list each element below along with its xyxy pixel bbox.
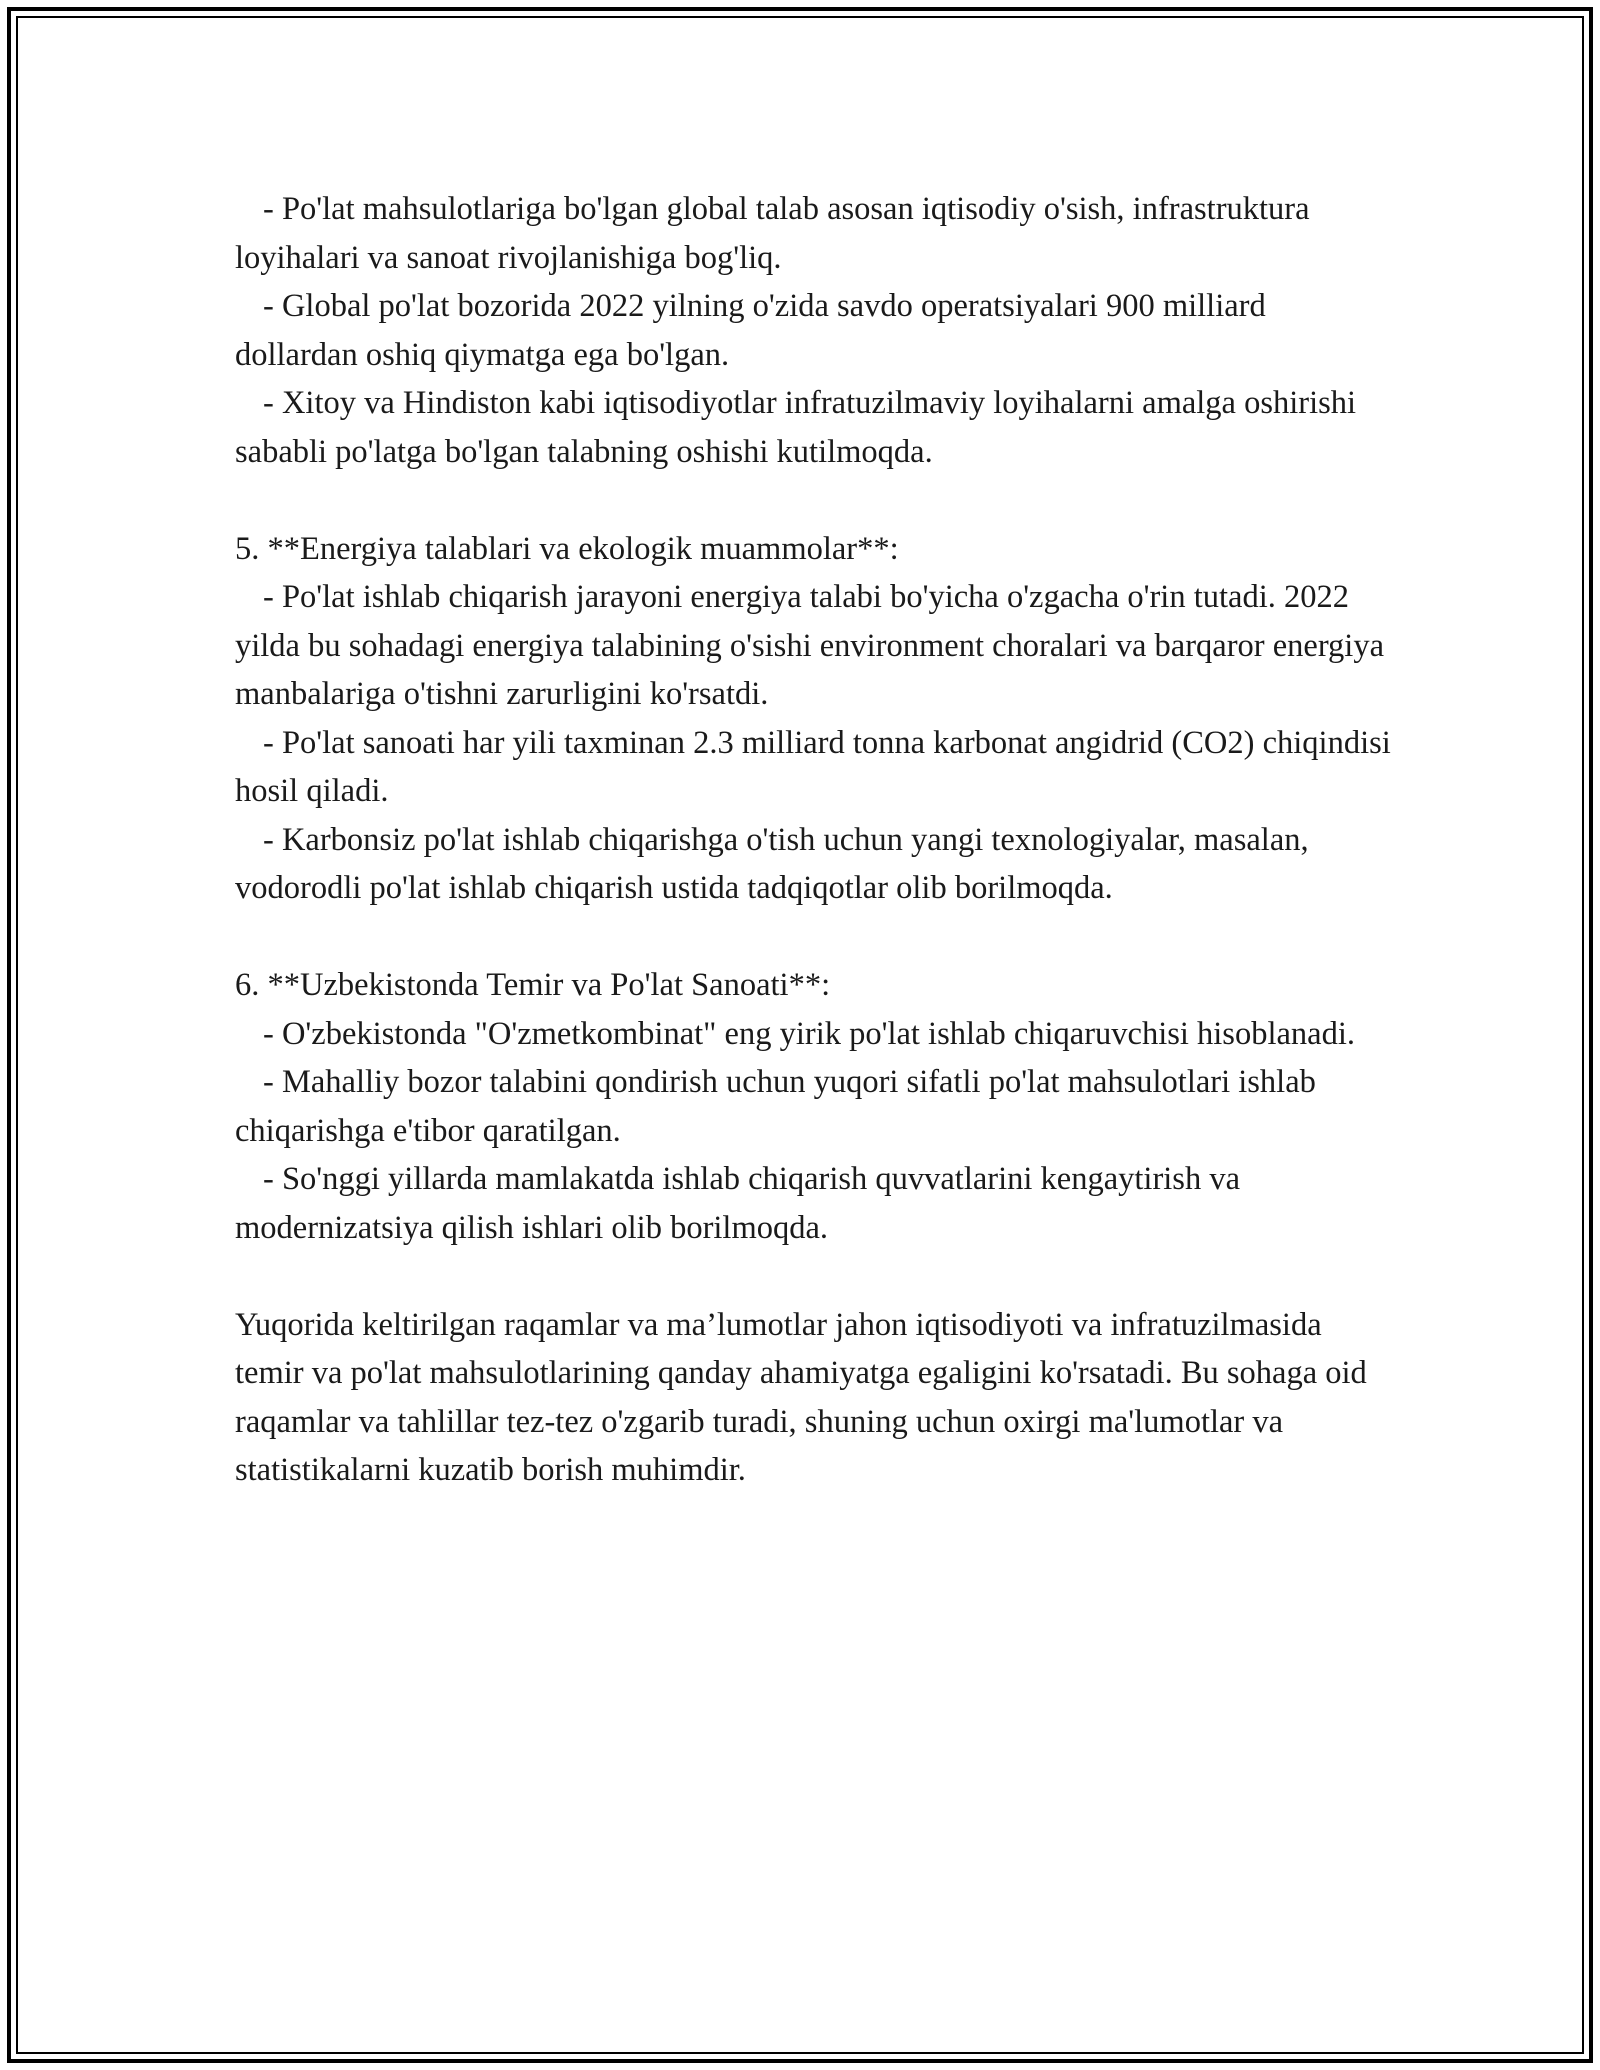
section-heading: 6. **Uzbekistonda Temir va Po'lat Sanoati**: — [235, 967, 831, 1003]
intro-bullet-list — [235, 185, 1395, 476]
bullet-item: - Po'lat sanoati har yili taxminan 2.3 milliard tonna karbonat angidrid (CO2) chiqindisi hosil qiladi. — [235, 724, 1391, 809]
bullet-item: - Po'lat ishlab chiqarish jarayoni energiya talabi bo'yicha o'zgacha o'rin tutadi. 2022 yilda bu sohadagi energiya talabining o'sishi environment choralari va barqaror energiya manbalariga o'tishni zarurligini ko'rsatdi. — [235, 579, 1385, 712]
document-body — [235, 185, 1395, 1543]
section-energy — [235, 525, 1395, 913]
bullet-item: - Global po'lat bozorida 2022 yilning o'zida savdo operatsiyalari 900 milliard dollardan oshiq qiymatga ega bo'lgan. — [235, 288, 1266, 373]
bullet-item: - So'nggi yillarda mamlakatda ishlab chiqarish quvvatlarini kengaytirish va modernizatsiya qilish ishlari olib borilmoqda. — [235, 1161, 1240, 1246]
bullet-item: - O'zbekistonda "O'zmetkombinat" eng yirik po'lat ishlab chiqaruvchisi hisoblanadi. — [263, 1015, 1355, 1052]
section-uzbekistan — [235, 961, 1395, 1252]
section-heading: 5. **Energiya talablari va ekologik muammolar**: — [235, 530, 899, 567]
bullet-item: - Mahalliy bozor talabini qondirish uchun yuqori sifatli po'lat mahsulotlari ishlab chiqarishga e'tibor qaratilgan. — [235, 1064, 1316, 1149]
bullet-item: - Po'lat mahsulotlariga bo'lgan global talab asosan iqtisodiy o'sish, infrastruktura loyihalari va sanoat rivojlanishiga bog'liq. — [235, 191, 1310, 276]
bullet-item: - Xitoy va Hindiston kabi iqtisodiyotlar infratuzilmaviy loyihalarni amalga oshirishi sababli po'latga bo'lgan talabning oshishi kutilmoqda. — [235, 385, 1357, 470]
conclusion-paragraph: Yuqorida keltirilgan raqamlar va ma’lumotlar jahon iqtisodiyoti va infratuzilmasida temir va po'lat mahsulotlarining qanday ahamiyatga egaligini ko'rsatadi. Bu sohaga oid raqamlar va tahlillar tez-tez o'zgarib turadi, shuning uchun oxirgi ma'lumotlar va statistikalarni kuzatib borish muhimdir. — [235, 1306, 1367, 1488]
bullet-item: - Karbonsiz po'lat ishlab chiqarishga o'tish uchun yangi texnologiyalar, masalan, vodorodli po'lat ishlab chiqarish ustida tadqiqotlar olib borilmoqda. — [235, 821, 1309, 906]
conclusion-section — [235, 1301, 1395, 1495]
